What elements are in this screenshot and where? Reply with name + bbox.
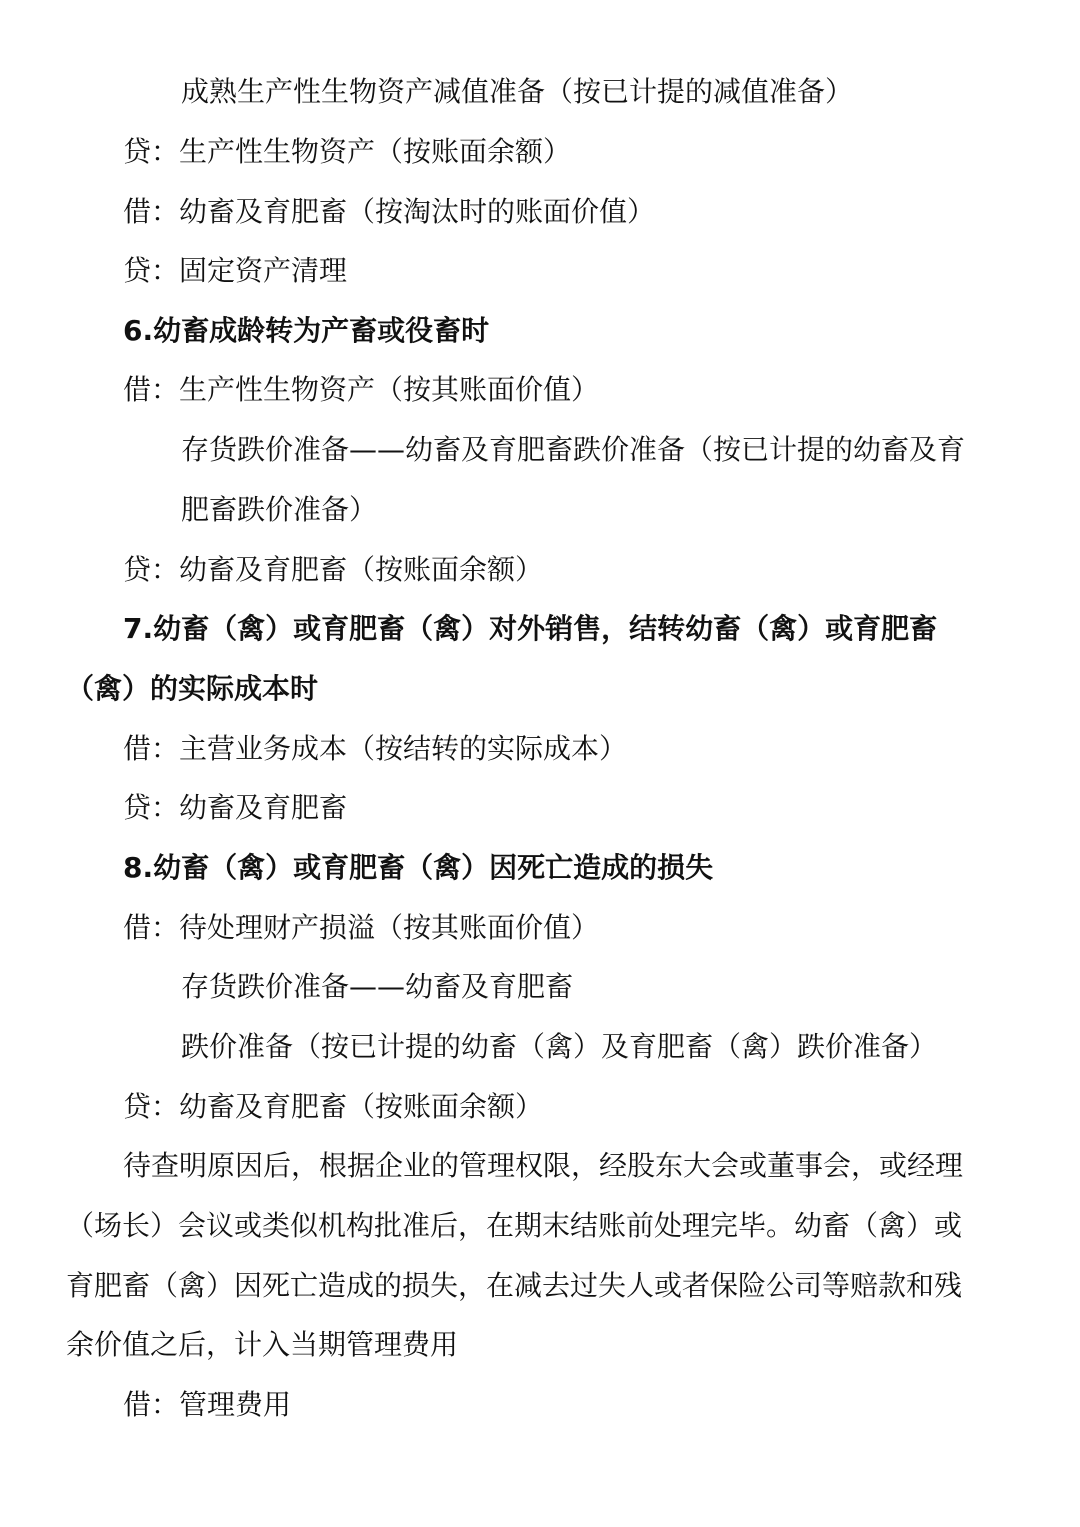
text-line-writedown-reserve: 成熟生产性生物资产减值准备（按已计提的减值准备）: [181, 75, 854, 108]
paragraph-line-3: 育肥畜（禽）因死亡造成的损失，在减去过失人或者保险公司等赔款和残: [66, 1269, 963, 1302]
text-line-debit-admin-expense: 借：管理费用: [123, 1388, 292, 1421]
text-line-inventory-reserve: 存货跌价准备——幼畜及育肥畜跌价准备（按已计提的幼畜及育: [181, 433, 966, 466]
text-line-credit-livestock-2: 贷：幼畜及育肥畜: [123, 791, 348, 824]
section-heading-7: 7.幼畜（禽）或育肥畜（禽）对外销售，结转幼畜（禽）或育肥畜: [123, 612, 938, 645]
section-heading-7-cont: （禽）的实际成本时: [66, 672, 319, 705]
text-line-inventory-reserve-cont: 肥畜跌价准备）: [181, 493, 378, 526]
section-heading-8: 8.幼畜（禽）或育肥畜（禽）因死亡造成的损失: [123, 851, 714, 884]
text-line-debit-cost: 借：主营业务成本（按结转的实际成本）: [123, 732, 628, 765]
text-line-credit-asset-clearing: 贷：固定资产清理: [123, 254, 348, 287]
text-line-credit-bio-assets: 贷：生产性生物资产（按账面余额）: [123, 135, 572, 168]
text-line-credit-livestock: 贷：幼畜及育肥畜（按账面余额）: [123, 553, 544, 586]
text-line-reserve-detail: 跌价准备（按已计提的幼畜（禽）及育肥畜（禽）跌价准备）: [181, 1030, 938, 1063]
paragraph-line-4: 余价值之后，计入当期管理费用: [66, 1328, 459, 1361]
text-line-debit-pending-loss: 借：待处理财产损溢（按其账面价值）: [123, 911, 600, 944]
text-line-credit-livestock-3: 贷：幼畜及育肥畜（按账面余额）: [123, 1090, 544, 1123]
text-line-debit-bio-assets: 借：生产性生物资产（按其账面价值）: [123, 373, 600, 406]
section-heading-6: 6.幼畜成龄转为产畜或役畜时: [123, 314, 490, 347]
text-line-inventory-reserve-2: 存货跌价准备——幼畜及育肥畜: [181, 970, 574, 1003]
paragraph-line-1: 待查明原因后，根据企业的管理权限，经股东大会或董事会，或经理: [123, 1149, 964, 1182]
text-line-debit-livestock: 借：幼畜及育肥畜（按淘汰时的账面价值）: [123, 195, 656, 228]
paragraph-line-2: （场长）会议或类似机构批准后，在期末结账前处理完毕。幼畜（禽）或: [66, 1209, 963, 1242]
